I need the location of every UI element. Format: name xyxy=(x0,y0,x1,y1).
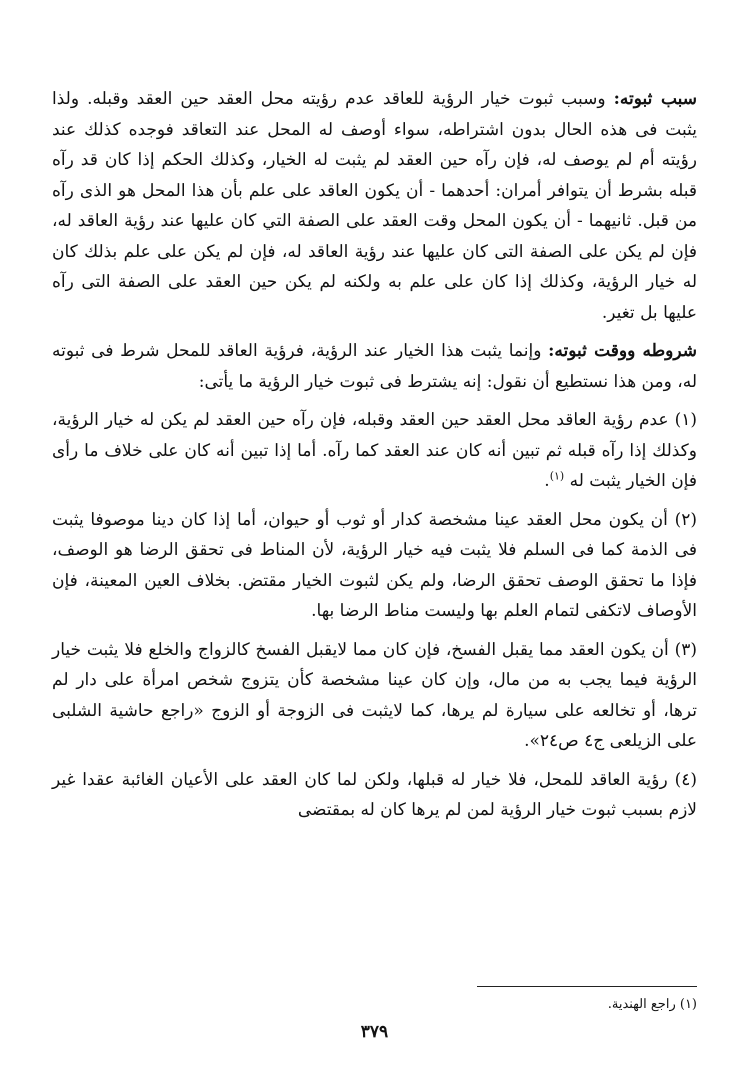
condition-3 xyxy=(52,635,697,757)
paragraph-end: . xyxy=(544,471,550,491)
paragraph-text: وإنما يثبت هذا الخيار عند الرؤية، فرؤية العاقد للمحل شرط فى ثبوته له، ومن هذا نستطيع أن نقول: إنه يشترط فى ثبوت خيار الرؤية ما يأتى: xyxy=(52,341,697,392)
paragraph-text: وسبب ثبوت خيار الرؤية للعاقد عدم رؤيته محل العقد حين العقد وقبله. ولذا يثبت فى هذه الحال بدون اشتراطه، سواء أوصف له المحل عند التعاقد فوجده كذلك عند رؤيته أم لم يوصف له، فإن رآه حين العقد لم يثبت له الخيار، وكذلك الحكم إذا كان قد رآه قبله بشرط أن يتوافر أمران: أحدهما - أن يكون العاقد على علم بأن هذا المحل هو الذى رآه من قبل. ثانيهما - أن يكون المحل وقت العقد على الصفة التي كان عليها عند رؤية العاقد له، فإن لم يكن على الصفة التى كان عليها عند رؤية العاقد له، فإن لم يكن على علم بذلك كان له خيار الرؤية، وكذلك إذا كان على علم به ولكنه لم يكن حين العقد على الصفة التى رآه عليها بل تغير. xyxy=(52,89,697,323)
condition-2 xyxy=(52,505,697,627)
condition-1 xyxy=(52,405,697,497)
page-number: ٣٧٩ xyxy=(360,1022,389,1042)
footnote-marker: (١) xyxy=(549,469,565,483)
paragraph-text: (٣) أن يكون العقد مما يقبل الفسخ، فإن كان مما لايقبل الفسخ كالزواج والخلع فلا يثبت خيار الرؤية فيما يجب به من مال، وإن كان عينا مشخصة كأن يتزوج شخص امرأة على دار لم ترها، أو تخالعه على سيارة لم يرها، كما لايثبت فى الزوجة أو الزوج «راجع حاشية الشلبى على الزيلعى ج٤ ص٢٤». xyxy=(52,639,697,751)
paragraph-text: (٢) أن يكون محل العقد عينا مشخصة كدار أو ثوب أو حيوان، أما إذا كان دينا موصوفا يثبت فى الذمة كما فى السلم فلا يثبت فيه خيار الرؤية، لأن المناط فى تحقق الرضا هو الوصف، فإذا ما تحقق الوصف تحقق الرضا، ولم يكن لثبوت الخيار مقتض. بخلاف العين المعينة، فإن الأوصاف لاتكفى لتمام العلم بها وليست مناط الرضا بها. xyxy=(52,509,697,621)
section-heading: سبب ثبوته: xyxy=(613,89,698,109)
body-text xyxy=(52,84,697,834)
paragraph-text: (٤) رؤية العاقد للمحل، فلا خيار له قبلها، ولكن لما كان العقد على الأعيان الغائبة عقدا غير لازم بسبب ثبوت خيار الرؤية لمن لم يرها كان له بمقتضى xyxy=(52,769,697,820)
paragraph-conditions xyxy=(52,336,697,397)
paragraph-cause xyxy=(52,84,697,328)
footnote-divider xyxy=(477,986,697,987)
section-heading: شروطه ووقت ثبوته: xyxy=(548,341,697,361)
footnote: (١) راجع الهندية. xyxy=(607,997,697,1012)
condition-4 xyxy=(52,765,697,826)
paragraph-text: (١) عدم رؤية العاقد محل العقد حين العقد وقبله، فإن رآه حين العقد لم يكن له خيار الرؤية، وكذلك إذا رآه قبله ثم تبين أنه كان عند العقد كما رآه. أما إذا تبين أنه كان على خلاف ما رأى فإن الخيار يثبت له xyxy=(52,410,697,491)
